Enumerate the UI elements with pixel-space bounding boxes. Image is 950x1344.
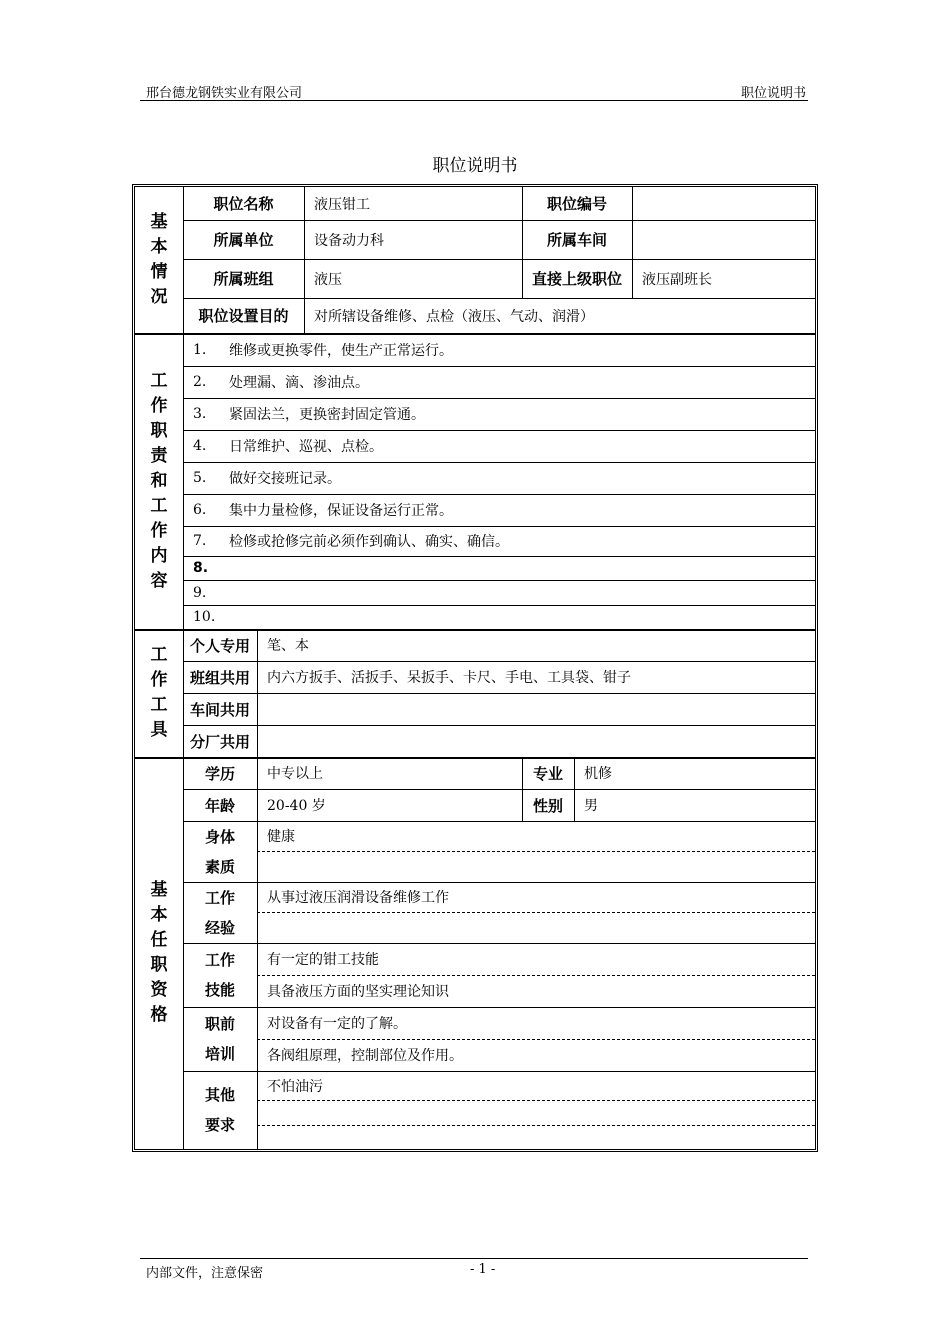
duty-item [193,605,813,629]
duty-text: 处理漏、滴、渗油点。 [229,375,369,391]
duty-item [193,430,813,462]
section-qualifications-label [135,757,183,1149]
label-line: 身体 [204,827,235,846]
tools-plant-value [257,725,815,757]
label-line: 工作 [204,951,235,969]
superior-value: 液压副班长 [642,271,712,288]
purpose-label: 职位设置目的 [198,307,289,325]
section-char: 容 [150,570,168,591]
experience-label [183,882,257,943]
section-char: 工 [150,645,168,665]
duty-text: 维修或更换零件，使生产正常运行。 [229,342,453,359]
duty-item [193,398,813,430]
header-divider [140,100,808,101]
tools-plant-label: 分厂共用 [189,732,250,751]
superior-label: 直接上级职位 [531,270,622,288]
section-duties-label [135,333,183,629]
section-char: 工 [150,370,168,391]
label-line: 其他 [204,1086,235,1104]
section-char: 任 [150,930,168,950]
label-line: 经验 [204,918,235,937]
other-value [257,1100,815,1125]
job-description-table [132,184,818,1152]
footer-divider [140,1258,808,1259]
duty-item [193,556,813,580]
section-char: 和 [150,470,168,491]
section-char: 工 [150,695,168,715]
tools-workshop-value [257,693,815,725]
position-code-label: 职位编号 [546,195,607,213]
team-value: 液压 [314,271,342,288]
duty-item [193,526,813,556]
physical-value: 健康 [267,829,295,845]
duty-num: 1. [193,341,207,358]
duty-text: 检修或抢修完前必须作到确认、确实、确信。 [229,534,509,550]
duty-item [193,494,813,526]
experience-value: 从事过液压润滑设备维修工作 [267,890,449,906]
section-char: 作 [150,395,168,416]
section-char: 内 [150,545,168,566]
section-char: 责 [150,445,168,466]
section-char: 职 [150,420,168,441]
section-char: 资 [150,980,168,1000]
workshop-value [632,220,815,259]
section-char: 本 [150,237,168,257]
training-value: 对设备有一定的了解。 [267,1016,407,1032]
duty-text: 做好交接班记录。 [229,471,341,487]
label-line: 职前 [204,1015,235,1033]
section-basic-label [135,187,183,333]
section-char: 本 [150,905,168,925]
section-char: 工 [150,495,168,516]
team-label: 所属班组 [213,270,274,288]
physical-label [183,821,257,882]
section-char: 作 [150,670,168,690]
label-line: 素质 [204,857,235,876]
education-value: 中专以上 [267,766,323,782]
header-doc-type: 职位说明书 [740,86,806,101]
tools-team-label: 班组共用 [189,668,250,687]
other-label [183,1071,257,1149]
tools-workshop-label: 车间共用 [189,700,250,719]
section-char: 具 [150,720,168,740]
label-line: 技能 [204,981,235,999]
gender-label: 性别 [532,796,563,815]
duty-text: 日常维护、巡视、点检。 [229,439,383,455]
duty-num: 9. [193,584,207,601]
position-name-value: 液压钳工 [314,196,370,213]
label-line: 要求 [204,1116,235,1134]
tools-team-value: 内六方扳手、活扳手、呆扳手、卡尺、手电、工具袋、钳子 [267,670,631,686]
dept-value: 设备动力科 [314,232,384,249]
section-char: 情 [150,262,168,282]
education-label: 学历 [204,764,235,783]
duty-num: 4. [193,438,207,454]
duty-item [193,462,813,494]
label-line: 工作 [204,888,235,907]
age-value: 20-40 岁 [267,798,326,814]
other-value: 不怕油污 [267,1078,323,1095]
footer-note: 内部文件，注意保密 [146,1266,264,1281]
duty-text: 紧固法兰，更换密封固定管通。 [229,407,425,423]
duty-num: 3. [193,406,207,422]
workshop-label: 所属车间 [546,231,607,249]
other-value [257,1125,815,1149]
tools-personal-label: 个人专用 [189,636,250,655]
duty-num: 5. [193,470,207,486]
duty-num: 8. [193,560,209,576]
duty-item [193,366,813,398]
section-tools-label [135,629,183,757]
section-char: 基 [150,880,168,900]
skills-value: 具备液压方面的坚实理论知识 [267,984,449,1000]
training-value: 各阀组原理，控制部位及作用。 [267,1048,463,1064]
page-number: - 1 - [470,1262,496,1277]
major-label: 专业 [532,764,563,783]
tools-personal-value: 笔、本 [267,638,309,654]
dept-label: 所属单位 [213,231,274,249]
label-line: 培训 [204,1045,235,1063]
experience-value [257,912,815,943]
major-value: 机修 [584,766,612,782]
purpose-value: 对所辖设备维修、点检（液压、气动、润滑） [314,308,594,325]
section-char: 况 [150,287,168,307]
page-title: 职位说明书 [432,156,518,176]
age-label: 年龄 [204,796,235,815]
section-char: 职 [150,955,168,975]
header-company: 邢台德龙钢铁实业有限公司 [146,86,303,101]
skills-value: 有一定的钳工技能 [267,952,379,968]
gender-value: 男 [584,798,598,814]
position-code-value [632,187,815,220]
skills-label [183,943,257,1007]
duty-num: 10. [193,609,216,625]
section-char: 基 [150,212,168,232]
section-char: 格 [150,1005,168,1025]
duty-num: 2. [193,374,207,390]
duty-item [193,333,813,366]
position-name-label: 职位名称 [213,195,274,213]
duty-item [193,580,813,605]
duty-text: 集中力量检修，保证设备运行正常。 [229,503,453,519]
section-char: 作 [150,520,168,541]
physical-value [257,851,815,882]
training-label [183,1007,257,1071]
duty-num: 7. [193,533,207,549]
duty-num: 6. [193,502,207,518]
